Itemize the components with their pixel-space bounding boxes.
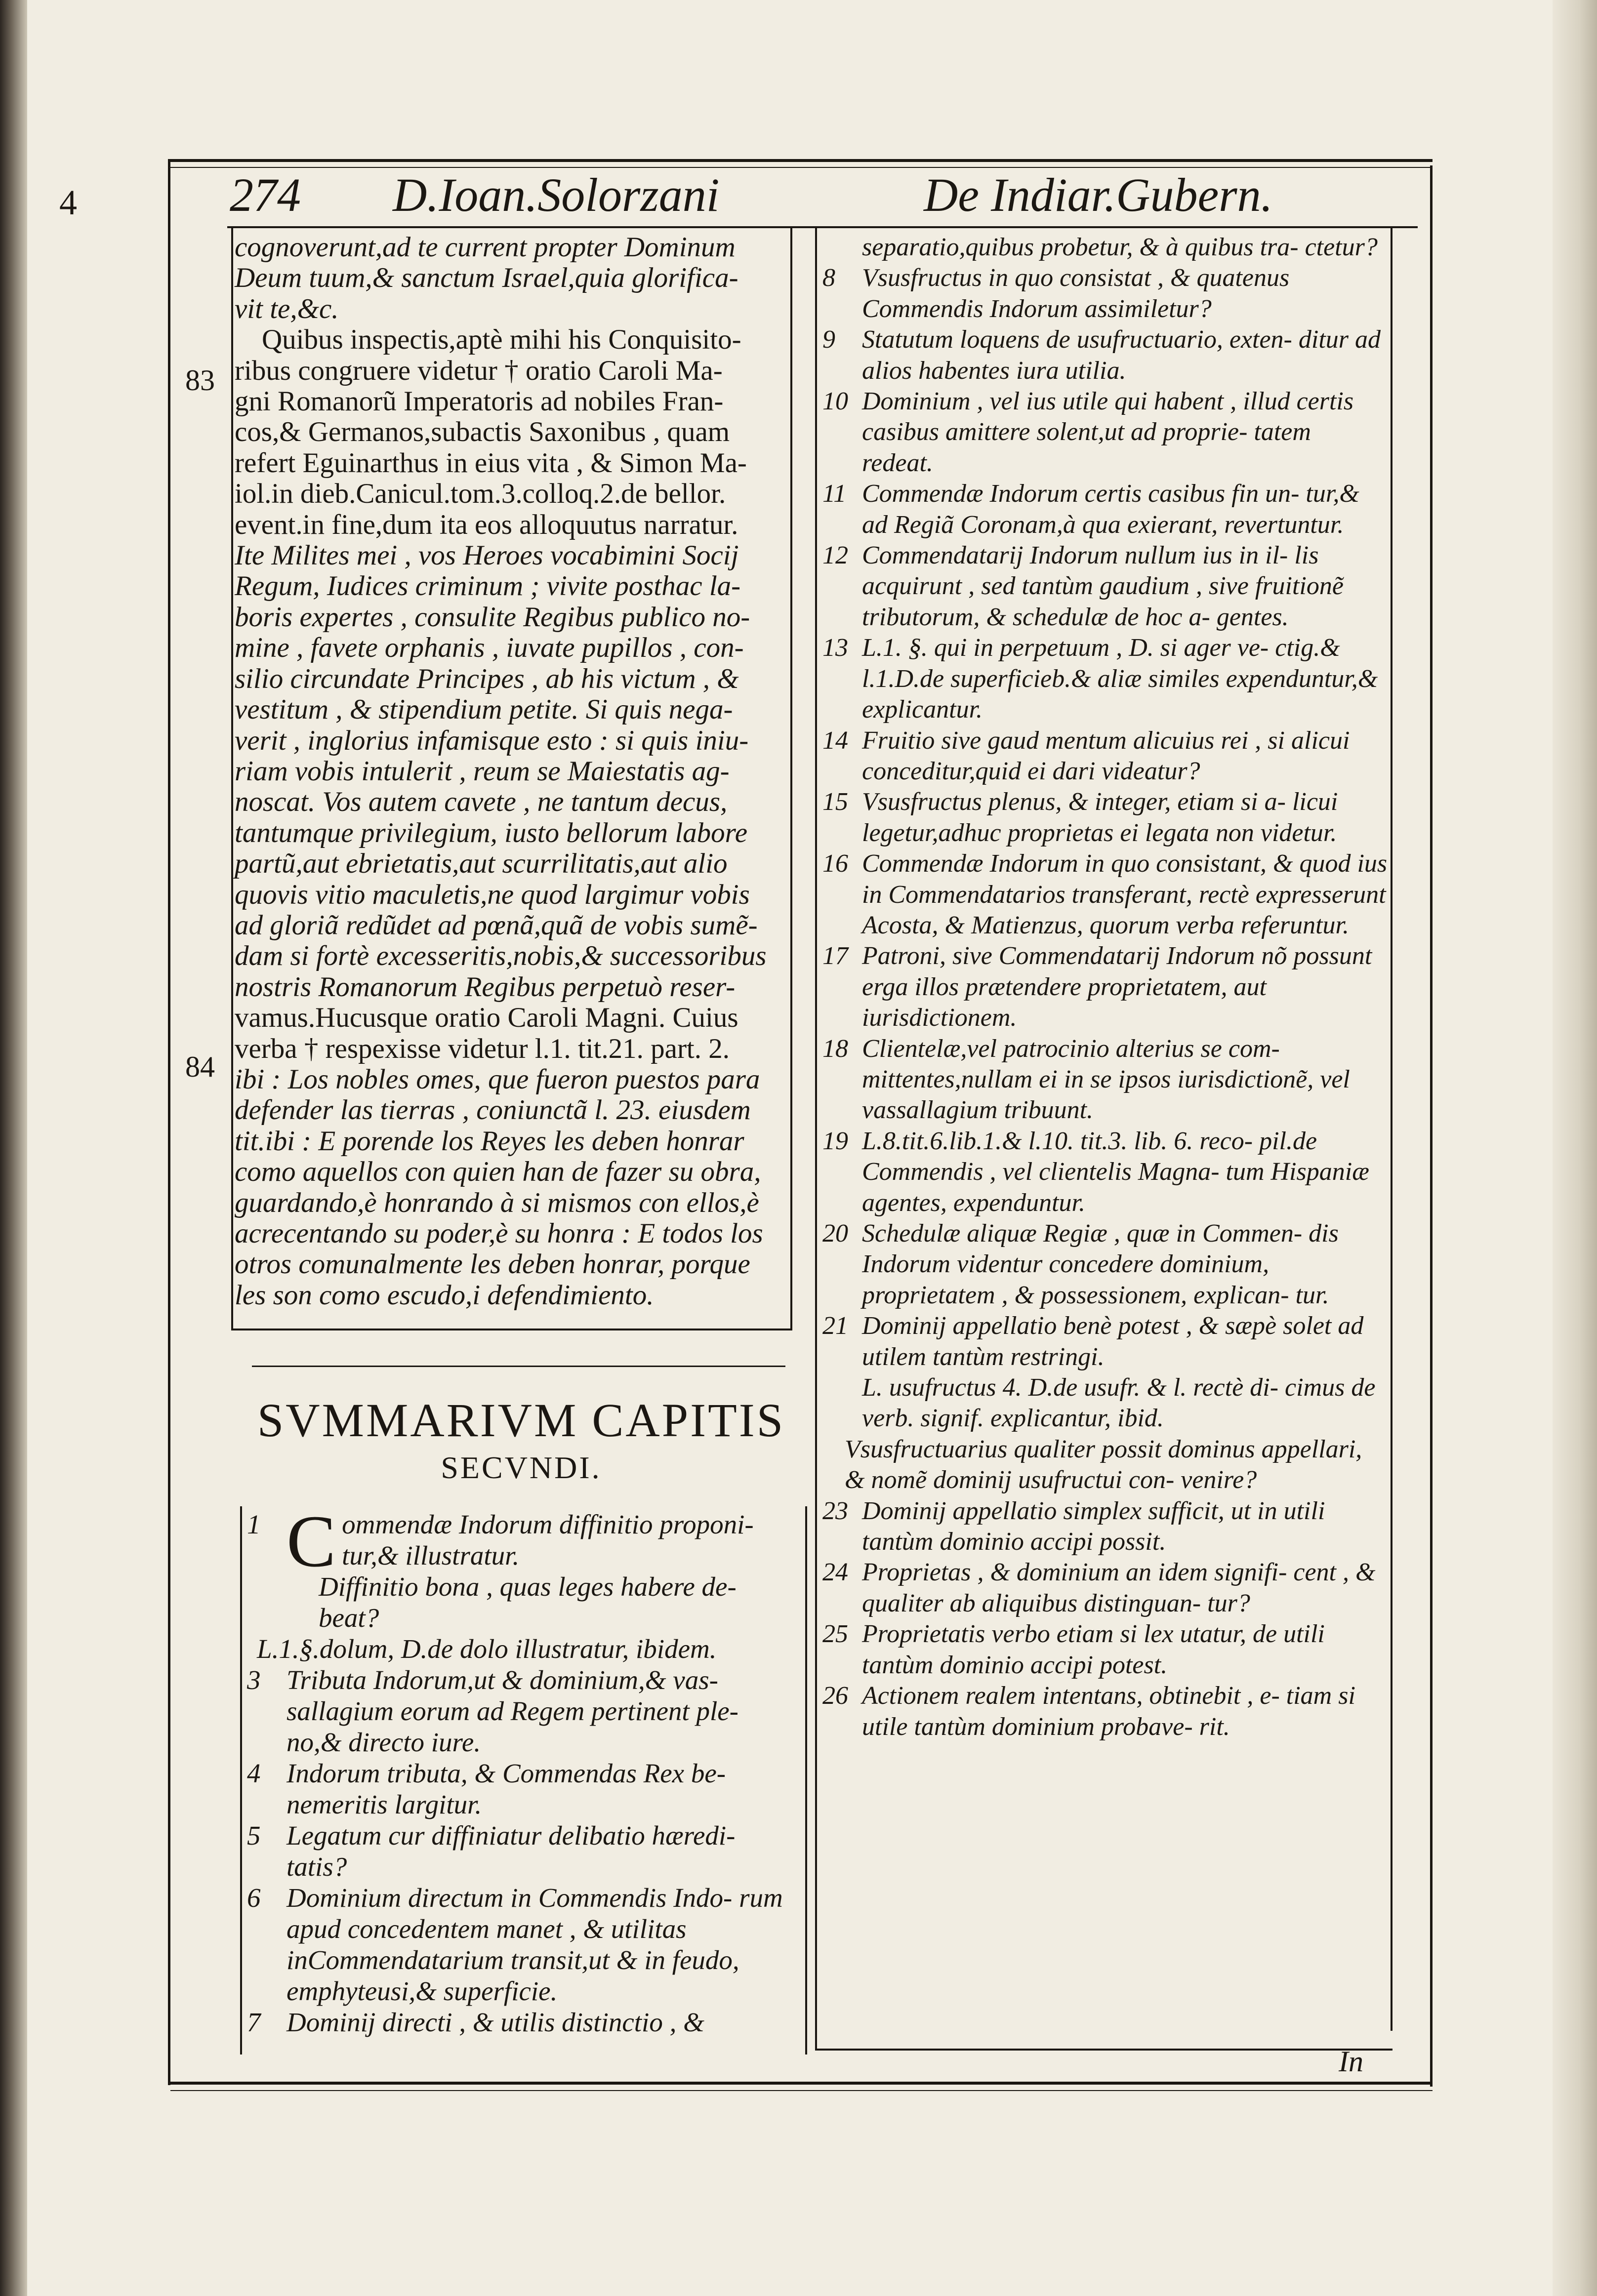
- frame-bottom-rule-inner: [170, 2090, 1433, 2091]
- page-edge: [1553, 0, 1597, 2296]
- frame-top-rule: [168, 159, 1433, 162]
- summary-entry: [822, 479, 1388, 540]
- running-head-title: De Indiar.Gubern.: [924, 168, 1273, 221]
- running-head-author: D.Ioan.Solorzani: [393, 168, 720, 221]
- entry-number: 11: [822, 480, 847, 508]
- summary-entry: [822, 787, 1388, 848]
- text-line: riam vobis intulerit , reum se Maiestatis ag-: [235, 755, 730, 787]
- summary-right-border: [805, 1506, 807, 2054]
- summary-entry: [822, 633, 1388, 725]
- summary-entry: [247, 1664, 800, 1758]
- text-line: nostris Romanorum Regibus perpetuò reser-: [235, 971, 736, 1003]
- summary-entry: [822, 540, 1388, 633]
- entry-text: Indorum tributa, & Commendas Rex be- nemeritis largitur.: [287, 1758, 726, 1819]
- summary-heading: SVMMARIVM CAPITIS: [257, 1394, 785, 1447]
- entry-text: L.1. §. qui in perpetuum , D. si ager ve- ctig.& l.1.D.de superficieb.& aliæ similes expenduntur,& explicantur.: [862, 634, 1378, 724]
- summary-entry: [247, 1758, 800, 1820]
- summary-entry: [822, 1034, 1388, 1126]
- entry-text: L.8.tit.6.lib.1.& l.10. tit.3. lib. 6. reco- pil.de Commendis , vel clientelis Magna- tum Hispaniæ agentes, expenduntur.: [862, 1127, 1369, 1217]
- entry-number: 12: [822, 541, 848, 570]
- text-line: tantumque privilegium, iusto bellorum labore: [235, 817, 748, 848]
- entry-number: 17: [822, 942, 848, 970]
- entry-text: separatio,quibus probetur, & à quibus tra- ctetur?: [862, 233, 1378, 261]
- margin-number-83: 83: [185, 364, 215, 397]
- summary-entry: [247, 2007, 800, 2038]
- entry-text: L. usufructus 4. D.de usufr. & l. rectè di- cimus de verb. signif. explicantur, ibid.: [862, 1373, 1376, 1433]
- entry-text: Dominium , vel ius utile qui habent , illud certis casibus amittere solent,ut ad proprie- tatem redeat.: [862, 387, 1354, 477]
- frame-right-rule: [1430, 165, 1433, 2087]
- summary-entry: [247, 1633, 800, 1664]
- text-line: ibi : Los nobles omes, que fueron puestos para: [235, 1063, 760, 1095]
- entry-number: 3: [247, 1665, 261, 1695]
- summary-entry: [822, 232, 1388, 263]
- summary-entry: [822, 263, 1388, 324]
- entry-text: Dominij appellatio benè potest , & sæpè solet ad utilem tantùm restringi.: [862, 1312, 1364, 1371]
- left-box-left-rule: [231, 228, 233, 1329]
- entry-text: Patroni, sive Commendatarij Indorum nõ possunt erga illos prætendere proprietatem, aut iurisdictionem.: [862, 942, 1372, 1032]
- text-line: ribus congruere videtur † oratio Caroli Ma-: [235, 355, 723, 386]
- entry-text: Proprietatis verbo etiam si lex utatur, de utili tantùm dominio accipi potest.: [862, 1620, 1325, 1679]
- entry-text: Actionem realem intentans, obtinebit , e- tiam si utile tantùm dominium probave- rit.: [862, 1682, 1355, 1741]
- entry-number: 13: [822, 634, 848, 662]
- summary-subheading: SECVNDI.: [441, 1450, 602, 1485]
- entry-number: 10: [822, 387, 848, 416]
- entry-number: 20: [822, 1219, 848, 1248]
- summary-left-list: [247, 1500, 800, 2038]
- text-line: Deum tuum,& sanctum Israel,quia glorifica-: [235, 262, 738, 294]
- text-line: cognoverunt,ad te current propter Dominum: [235, 232, 736, 263]
- text-line: tit.ibi : E porende los Reyes les deben honrar: [235, 1125, 744, 1157]
- entry-number: 23: [822, 1496, 848, 1525]
- text-line: Regum, Iudices criminum ; vivite posthac la-: [235, 570, 741, 602]
- summary-entry: [822, 1619, 1388, 1681]
- drop-capital: C: [287, 1500, 336, 1582]
- entry-number: 7: [247, 2007, 261, 2037]
- text-line: ad gloriã redũdet ad pœnã,quã de vobis sumẽ-: [235, 909, 758, 941]
- text-line: verit , inglorius infamisque esto : si quis iniu-: [235, 725, 749, 756]
- summary-entry: [247, 1882, 800, 2007]
- entry-text: Legatum cur diffiniatur delibatio hæredi- tatis?: [287, 1820, 736, 1882]
- entry-text: Vsusfructus plenus, & integer, etiam si a- licui legetur,adhuc proprietas ei legata non videtur.: [862, 788, 1338, 847]
- text-line: cos,& Germanos,subactis Saxonibus , quam: [235, 416, 730, 448]
- entry-number: 14: [822, 726, 848, 755]
- text-line: dam si fortè excesseritis,nobis,& successoribus: [235, 940, 767, 972]
- summary-entry: [247, 1820, 800, 1882]
- summary-entry: [822, 1126, 1388, 1218]
- summary-entry: [822, 1557, 1388, 1619]
- entry-number: 21: [822, 1312, 848, 1340]
- summary-entry: [822, 324, 1388, 386]
- page-number: 274: [230, 168, 301, 221]
- margin-marker: 4: [59, 183, 77, 222]
- text-line: verba † respexisse videtur l.1. tit.21. part. 2.: [235, 1033, 730, 1064]
- text-line: partũ,aut ebrietatis,aut scurrilitatis,aut alio: [235, 848, 728, 880]
- margin-number-84: 84: [185, 1050, 215, 1083]
- entry-number: 18: [822, 1034, 848, 1063]
- left-column-text: [235, 232, 788, 1311]
- entry-number: 26: [822, 1682, 848, 1710]
- catchword: In: [1339, 2045, 1363, 2078]
- entry-number: 8: [822, 264, 835, 292]
- entry-text: Commendæ Indorum in quo consistant, & quod ius in Commendatarios transferant, rectè expresserunt Acosta, & Matienzus, quorum verba referuntur.: [862, 849, 1388, 939]
- entry-text: Schedulæ aliquæ Regiæ , quæ in Commen- dis Indorum videntur concedere dominium, proprietatem , & possessionem, explican- tur.: [862, 1219, 1339, 1309]
- entry-text: Vsusfructus in quo consistat , & quatenus Commendis Indorum assimiletur?: [862, 264, 1290, 323]
- left-box-bottom-rule: [231, 1329, 792, 1330]
- text-line: defender las tierras , coniunctã l. 23. eiusdem: [235, 1094, 751, 1126]
- entry-number: 25: [822, 1620, 848, 1649]
- entry-text: Tributa Indorum,ut & dominium,& vas- sallagium eorum ad Regem pertinent ple- no,& directo iure.: [287, 1665, 738, 1757]
- summary-entry: [822, 725, 1388, 787]
- entry-text: Proprietas , & dominium an idem signifi- cent , & qualiter ab aliquibus distinguan- tur?: [862, 1558, 1376, 1617]
- text-line: boris expertes , consulite Regibus publico no-: [235, 601, 750, 633]
- summary-left-border: [240, 1506, 242, 2054]
- entry-text: Commendæ Indorum certis casibus fin un- tur,& ad Regiã Coronam,à qua exierant, revertuntur.: [862, 480, 1359, 539]
- summary-entry: [822, 1434, 1388, 1496]
- entry-text: Commendatarij Indorum nullum ius in il- lis acquirunt , sed tantùm gaudium , sive fruitionẽ tributorum, & schedulæ de hoc a- gentes.: [862, 541, 1344, 631]
- summary-entry: [822, 386, 1388, 479]
- right-box-bottom-rule: [815, 2049, 1392, 2051]
- entry-number: 1: [247, 1509, 261, 1539]
- entry-text: Statutum loquens de usufructuario, exten- ditur ad alios habentes iura utilia.: [862, 325, 1381, 385]
- entry-text: ommendæ Indorum diffinitio proponi- tur,& illustratur.: [342, 1509, 754, 1571]
- summary-entry: [822, 1681, 1388, 1742]
- text-line: silio circundate Principes , ab his victum , &: [235, 663, 739, 694]
- entry-text: Dominij appellatio simplex sufficit, ut in utili tantùm dominio accipi possit.: [862, 1496, 1325, 1556]
- summary-entry: [247, 1500, 800, 1582]
- entry-number: 19: [822, 1127, 848, 1155]
- entry-text: Dominium directum in Commendis Indo- rum apud concedentem manet , & utilitas inCommendatarium transit,ut & in feudo, emphyteusi,& superficie.: [287, 1883, 783, 2006]
- entry-text: Diffinitio bona , quas leges habere de- beat?: [319, 1571, 737, 1633]
- summary-entry: [822, 1311, 1388, 1372]
- text-line: guardando,è honrando à si mismos con ellos,è: [235, 1187, 759, 1218]
- text-line: vit te,&c.: [235, 293, 339, 324]
- entry-number: 24: [822, 1558, 848, 1587]
- entry-text: Vsusfructuarius qualiter possit dominus appellari, & nomẽ dominij usufructui con- venire?: [845, 1435, 1362, 1494]
- entry-text: Clientelæ,vel patrocinio alterius se com- mittentes,nullam ei in se ipsos iurisdictionẽ, vel vassallagium tribuunt.: [862, 1034, 1350, 1125]
- text-line: iol.in dieb.Canicul.tom.3.colloq.2.de bellor.: [235, 478, 726, 510]
- summary-right-list: [822, 232, 1388, 1742]
- summary-entry: [247, 1571, 800, 1633]
- entry-number: 9: [822, 325, 835, 354]
- entry-text: L.1.§.dolum, D.de dolo illustratur, ibidem.: [257, 1634, 717, 1664]
- entry-number: 15: [822, 788, 848, 816]
- text-line: refert Eguinarthus in eius vita , & Simon Ma-: [235, 447, 747, 479]
- left-box-right-rule: [790, 228, 792, 1329]
- text-line: como aquellos con quien han de fazer su obra,: [235, 1156, 761, 1188]
- summary-separator: [252, 1366, 785, 1367]
- text-line: event.in fine,dum ita eos alloquutus narratur.: [235, 509, 738, 540]
- text-line: Quibus inspectis,aptè mihi his Conquisito-: [262, 324, 741, 356]
- summary-entry: [822, 1218, 1388, 1311]
- text-line: gni Romanorũ Imperatoris ad nobiles Fran-: [235, 386, 724, 417]
- text-line: mine , favete orphanis , iuvate pupillos , con-: [235, 632, 744, 664]
- entry-number: 6: [247, 1883, 261, 1913]
- right-box-left-rule: [815, 228, 817, 2051]
- right-box-right-rule: [1391, 228, 1392, 2031]
- summary-entry: [822, 941, 1388, 1033]
- frame-bottom-rule: [170, 2082, 1433, 2085]
- summary-entry: [822, 1496, 1388, 1558]
- entry-number: 4: [247, 1758, 261, 1788]
- entry-number: 16: [822, 849, 848, 878]
- summary-entry: [822, 848, 1388, 941]
- text-line: noscat. Vos autem cavete , ne tantum decus,: [235, 786, 728, 818]
- summary-entry: [822, 1372, 1388, 1434]
- book-binding-shadow: [0, 0, 27, 2296]
- text-line: acrecentando su poder,è su honra : E todos los: [235, 1218, 763, 1249]
- text-line: Ite Milites mei , vos Heroes vocabimini Socij: [235, 540, 739, 571]
- frame-left-rule: [168, 159, 170, 2085]
- entry-text: Fruitio sive gaud mentum alicuius rei , si alicui conceditur,quid ei dari videatur?: [862, 726, 1350, 785]
- text-line: otros comunalmente les deben honrar, porque: [235, 1249, 750, 1280]
- text-line: les son como escudo,i defendimiento.: [235, 1279, 654, 1311]
- entry-text: Dominij directi , & utilis distinctio , &: [287, 2007, 704, 2037]
- entry-number: 5: [247, 1820, 261, 1851]
- text-line: vamus.Hucusque oratio Caroli Magni. Cuius: [235, 1002, 738, 1034]
- text-line: quovis vitio maculetis,ne quod largimur vobis: [235, 879, 750, 910]
- text-line: vestitum , & stipendium petite. Si quis nega-: [235, 694, 733, 725]
